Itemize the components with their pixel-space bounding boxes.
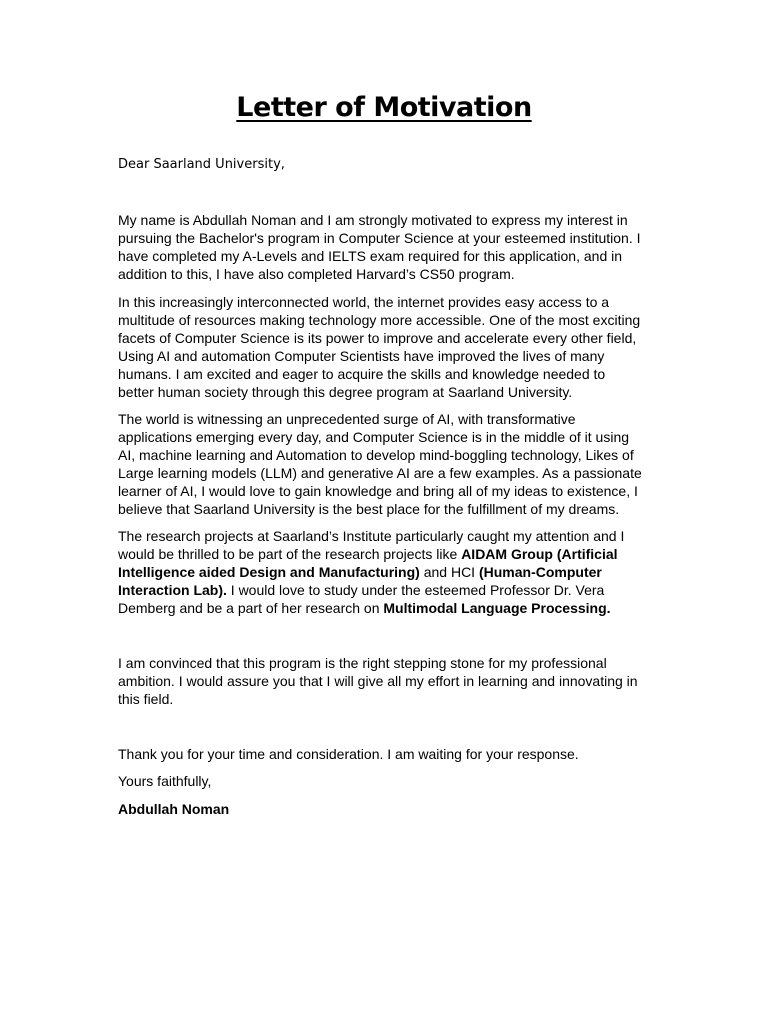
- text-line: [118, 563, 658, 581]
- text-line: Using AI and automation Computer Scientists have improved the lives of many: [118, 348, 605, 364]
- text-run: Demberg and be a part of her research on: [118, 600, 384, 616]
- text-line: multitude of resources making technology more accessible. One of the most exciting: [118, 312, 641, 328]
- text-line: learner of AI, I would love to gain knowledge and bring all of my ideas to existence, I: [118, 483, 638, 499]
- text-line: The research projects at Saarland’s Institute particularly caught my attention and I: [118, 528, 625, 544]
- text-line: better human society through this degree program at Saarland University.: [118, 384, 573, 400]
- signature-name: Abdullah Noman: [118, 801, 230, 817]
- text-line: facets of Computer Science is its power to improve and accelerate every other field,: [118, 330, 637, 346]
- bold-text-run: Interaction Lab).: [118, 582, 227, 598]
- text-line: ambition. I would assure you that I will give all my effort in learning and innovating in: [118, 673, 638, 689]
- text-line: applications emerging every day, and Computer Science is in the middle of it using: [118, 429, 630, 445]
- paragraph-introduction: [118, 211, 658, 283]
- text-line: [118, 581, 658, 599]
- paragraph-interconnected-world: [118, 293, 658, 401]
- text-line: In this increasingly interconnected world, the internet provides easy access to a: [118, 294, 610, 310]
- bold-text-run: Multimodal Language Processing.: [383, 600, 611, 616]
- text-line: addition to this, I have also completed Harvard’s CS50 program.: [118, 266, 515, 282]
- signature: [118, 800, 658, 818]
- bold-text-run: (Human-Computer: [478, 564, 602, 580]
- text-run: and HCI: [419, 564, 479, 580]
- closing-text: Yours faithfully,: [118, 773, 212, 789]
- text-run: I would love to study under the esteemed Professor Dr. Vera: [226, 582, 605, 598]
- text-line: believe that Saarland University is the best place for the fulfillment of my dreams.: [118, 501, 620, 517]
- text-line: AI, machine learning and Automation to develop mind-boggling technology, Likes of: [118, 447, 634, 463]
- text-line: [118, 545, 658, 563]
- bold-text-run: AIDAM Group (Artificial: [461, 546, 618, 562]
- letter-title: [0, 92, 768, 123]
- text-line: humans. I am excited and eager to acquire the skills and knowledge needed to: [118, 366, 606, 382]
- text-line: [118, 599, 658, 617]
- text-line: this field.: [118, 691, 174, 707]
- paragraph-conviction: [118, 654, 658, 708]
- paragraph-research-projects: [118, 527, 658, 617]
- text-line: have completed my A-Levels and IELTS exam required for this application, and in: [118, 248, 623, 264]
- text-line: pursuing the Bachelor's program in Computer Science at your esteemed institution. I: [118, 230, 641, 246]
- text-line: The world is witnessing an unprecedented surge of AI, with transformative: [118, 411, 576, 427]
- paragraph-ai-surge: [118, 410, 658, 518]
- letter-title-text: Letter of Motivation: [236, 92, 532, 123]
- bold-text-run: Intelligence aided Design and Manufacturing): [118, 564, 420, 580]
- text-line: Thank you for your time and consideration. I am waiting for your response.: [118, 746, 579, 762]
- closing: [118, 772, 658, 790]
- text-run: would be thrilled to be part of the research projects like: [118, 546, 462, 562]
- paragraph-thanks: [118, 745, 658, 763]
- text-line: Large learning models (LLM) and generative AI are a few examples. As a passionate: [118, 465, 642, 481]
- text-line: My name is Abdullah Noman and I am strongly motivated to express my interest in: [118, 212, 628, 228]
- text-line: I am convinced that this program is the right stepping stone for my professional: [118, 655, 607, 671]
- salutation: Dear Saarland University,: [118, 157, 285, 172]
